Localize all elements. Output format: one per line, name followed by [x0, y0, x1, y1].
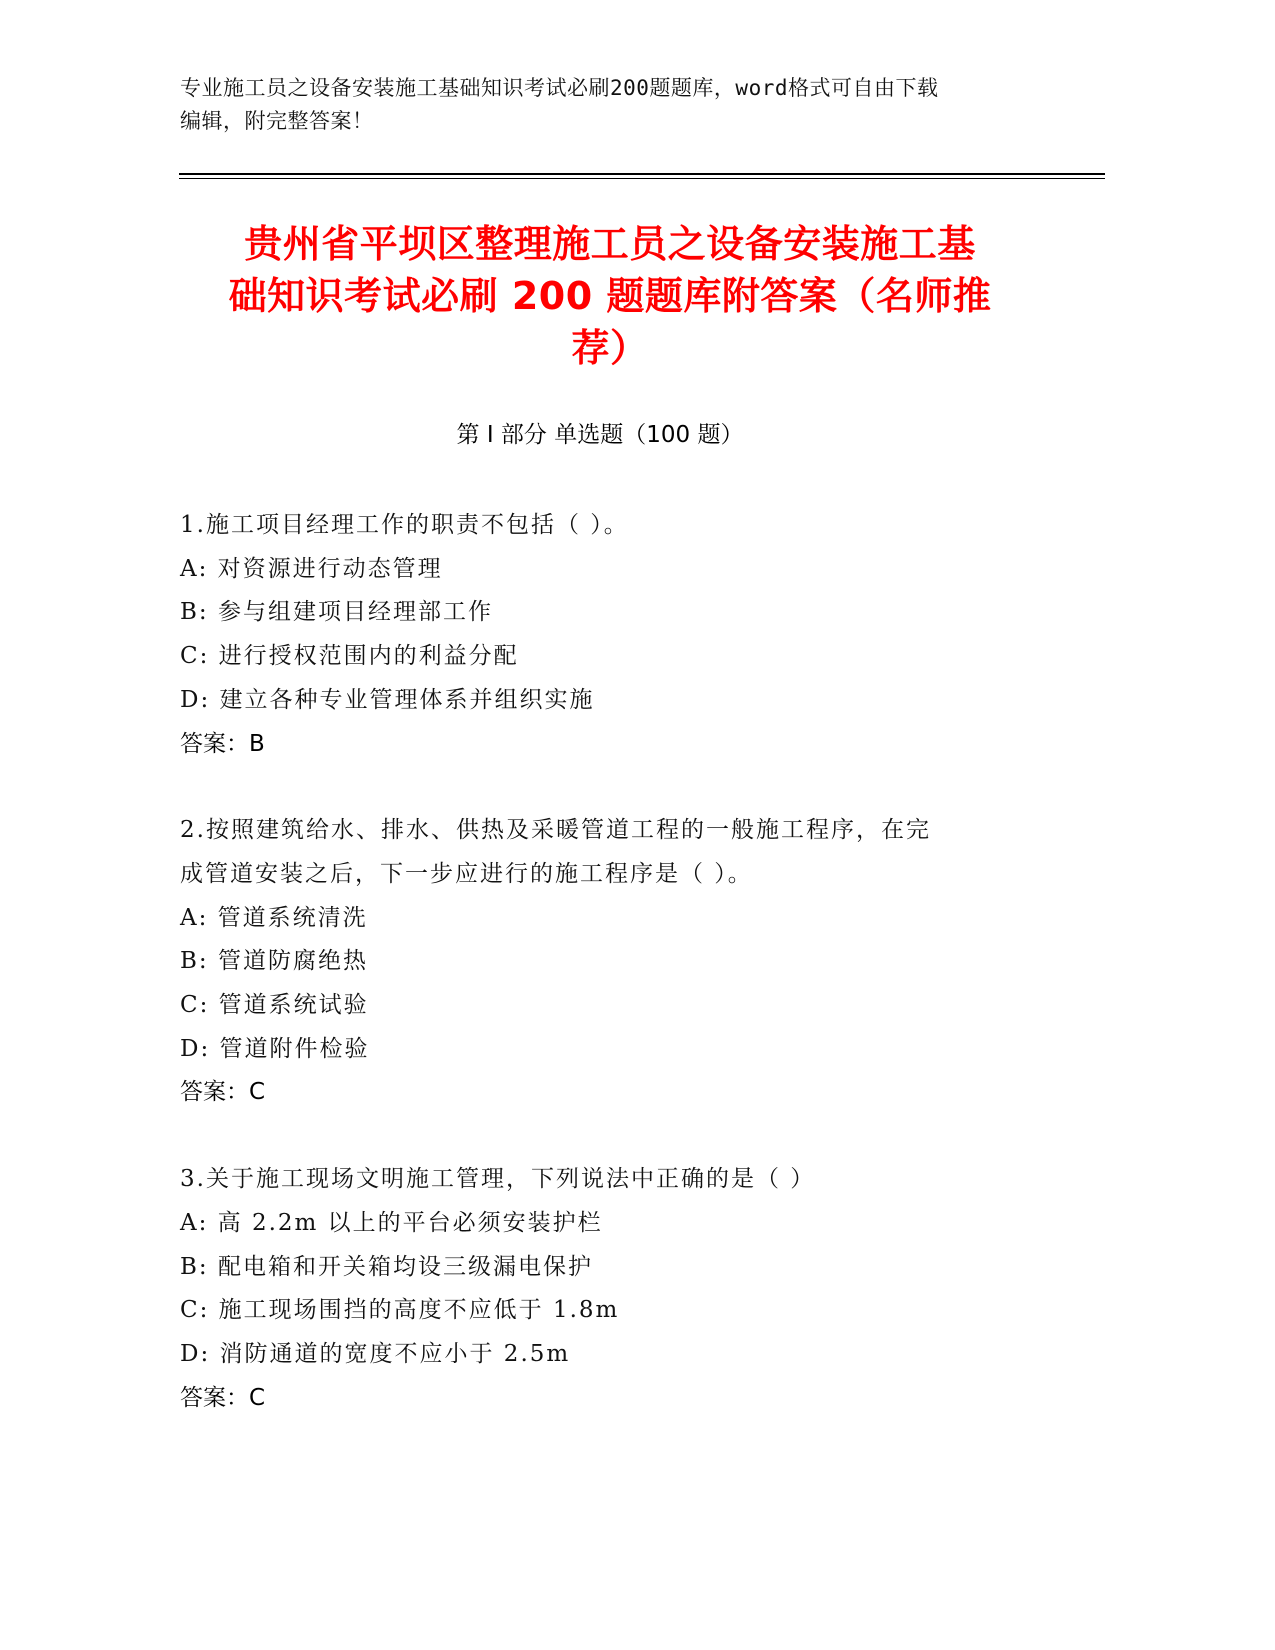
header-note-line: 专业施工员之设备安装施工基础知识考试必刷200题题库，word格式可自由下载: [180, 76, 939, 100]
question-stem: 成管道安装之后，下一步应进行的施工程序是（ ）。: [180, 860, 753, 887]
section-heading: 第 I 部分 单选题（100 题）: [456, 422, 744, 448]
header-divider-thin: [179, 178, 1105, 179]
option-a: A: 管道系统清洗: [180, 904, 368, 931]
document-title-line: 荐）: [571, 326, 649, 370]
option-a: A: 对资源进行动态管理: [180, 555, 443, 582]
question-stem: 1.施工项目经理工作的职责不包括（ ）。: [180, 512, 629, 538]
option-b: B: 管道防腐绝热: [180, 948, 368, 975]
option-d: D: 建立各种专业管理体系并组织实施: [180, 686, 595, 713]
header-divider-thick: [179, 173, 1105, 175]
option-b: B: 参与组建项目经理部工作: [180, 599, 493, 626]
option-c: C: 管道系统试验: [180, 992, 369, 1019]
option-c: C: 施工现场围挡的高度不应低于 1.8m: [180, 1297, 620, 1324]
document-title: [175, 218, 1045, 374]
question-3: [180, 1158, 1040, 1420]
question-stem: 3.关于施工现场文明施工管理，下列说法中正确的是（ ）: [180, 1166, 816, 1193]
question-1: [180, 504, 1040, 766]
answer: 答案：B: [180, 730, 265, 757]
question-2: [180, 809, 1040, 1115]
option-d: D: 管道附件检验: [180, 1035, 370, 1062]
document-title-line: 贵州省平坝区整理施工员之设备安装施工基: [244, 222, 976, 266]
question-stem: 2.按照建筑给水、排水、供热及采暖管道工程的一般施工程序，在完: [180, 817, 931, 844]
option-b: B: 配电箱和开关箱均设三级漏电保护: [180, 1253, 593, 1280]
answer: 答案：C: [180, 1384, 266, 1411]
option-d: D: 消防通道的宽度不应小于 2.5m: [180, 1340, 571, 1367]
document-title-line: 础知识考试必刷 200 题题库附答案（名师推: [228, 274, 992, 318]
header-note-line: 编辑，附完整答案！: [180, 109, 374, 133]
answer: 答案：C: [180, 1079, 266, 1106]
option-c: C: 进行授权范围内的利益分配: [180, 643, 519, 670]
header-note: [180, 72, 1060, 138]
option-a: A: 高 2.2m 以上的平台必须安装护栏: [180, 1209, 603, 1236]
question-list: [180, 504, 1040, 1463]
